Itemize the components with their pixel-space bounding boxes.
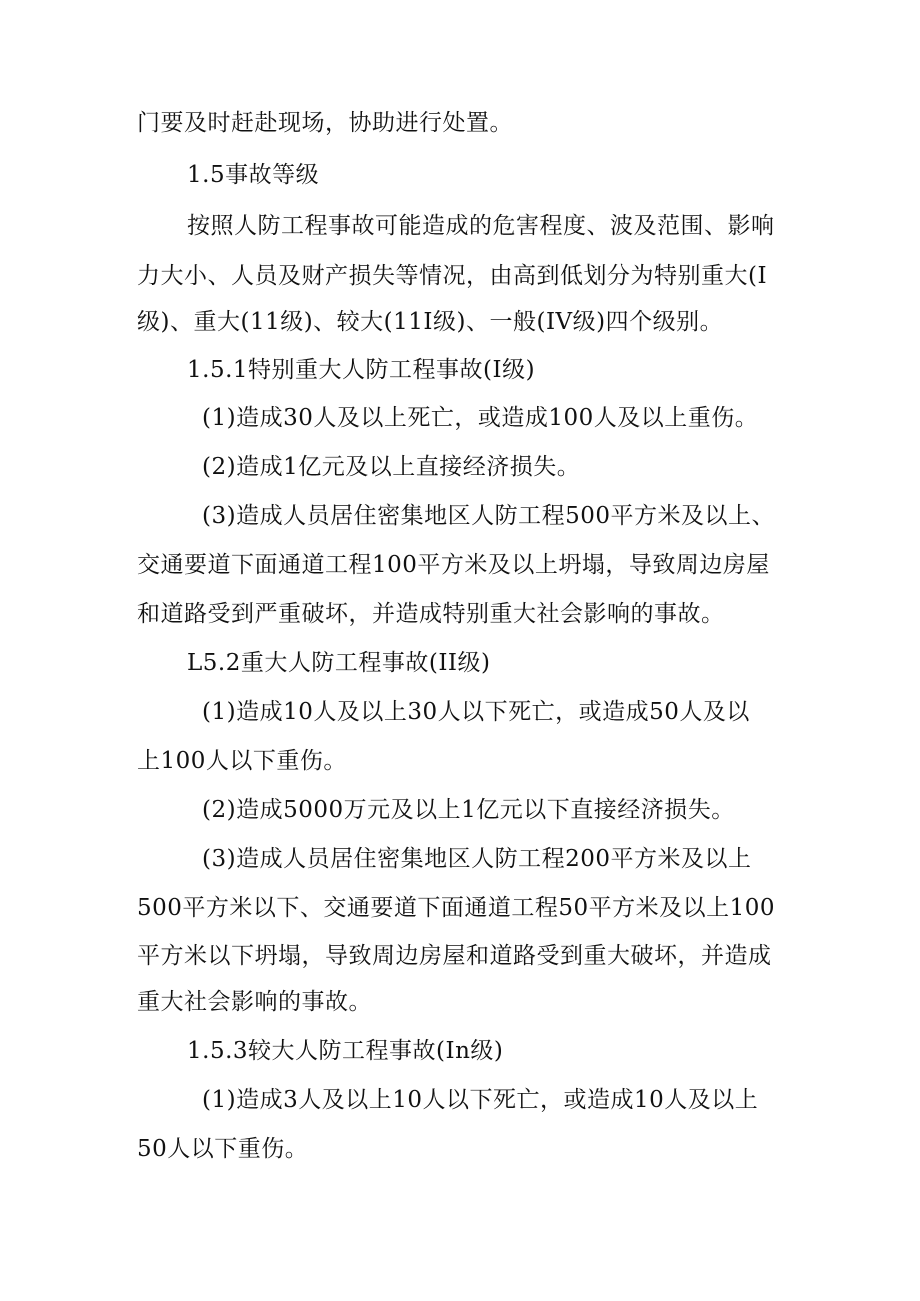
text-line: 交通要道下面通道工程100平方米及以上坍塌，导致周边房屋 <box>137 552 770 578</box>
list-item: (2)造成5000万元及以上1亿元以下直接经济损失。 <box>202 797 735 823</box>
text-line: 和道路受到严重破坏，并造成特别重大社会影响的事故。 <box>137 601 725 627</box>
list-item: (1)造成30人及以上死亡，或造成100人及以上重伤。 <box>202 405 759 431</box>
list-item: (1)造成10人及以上30人以下死亡，或造成50人及以 <box>202 699 750 725</box>
text-line: 50人以下重伤。 <box>137 1136 309 1162</box>
text-line: 力大小、人员及财产损失等情况，由高到低划分为特别重大(I <box>137 263 768 289</box>
text-line: 级)、重大(11级)、较大(11I级)、一般(IV级)四个级别。 <box>137 309 724 335</box>
text-line: 按照人防工程事故可能造成的危害程度、波及范围、影响 <box>187 213 775 239</box>
text-line: 500平方米以下、交通要道下面通道工程50平方米及以上100 <box>137 895 776 921</box>
list-item: (3)造成人员居住密集地区人防工程500平方米及以上、 <box>202 503 775 529</box>
subsection-heading: L5.2重大人防工程事故(II级) <box>187 650 491 676</box>
list-item: (2)造成1亿元及以上直接经济损失。 <box>202 454 581 480</box>
text-line: 门要及时赶赴现场，协助进行处置。 <box>137 110 513 136</box>
list-item: (1)造成3人及以上10人以下死亡，或造成10人及以上 <box>202 1087 759 1113</box>
text-line: 平方米以下坍塌，导致周边房屋和道路受到重大破坏，并造成 <box>137 943 772 969</box>
list-item: (3)造成人员居住密集地区人防工程200平方米及以上 <box>202 846 752 872</box>
text-line: 重大社会影响的事故。 <box>137 989 372 1015</box>
section-heading: 1.5事故等级 <box>187 162 320 188</box>
subsection-heading: 1.5.3较大人防工程事故(In级) <box>187 1038 504 1064</box>
subsection-heading: 1.5.1特别重大人防工程事故(I级) <box>187 357 536 383</box>
text-line: 上100人以下重伤。 <box>137 748 347 774</box>
